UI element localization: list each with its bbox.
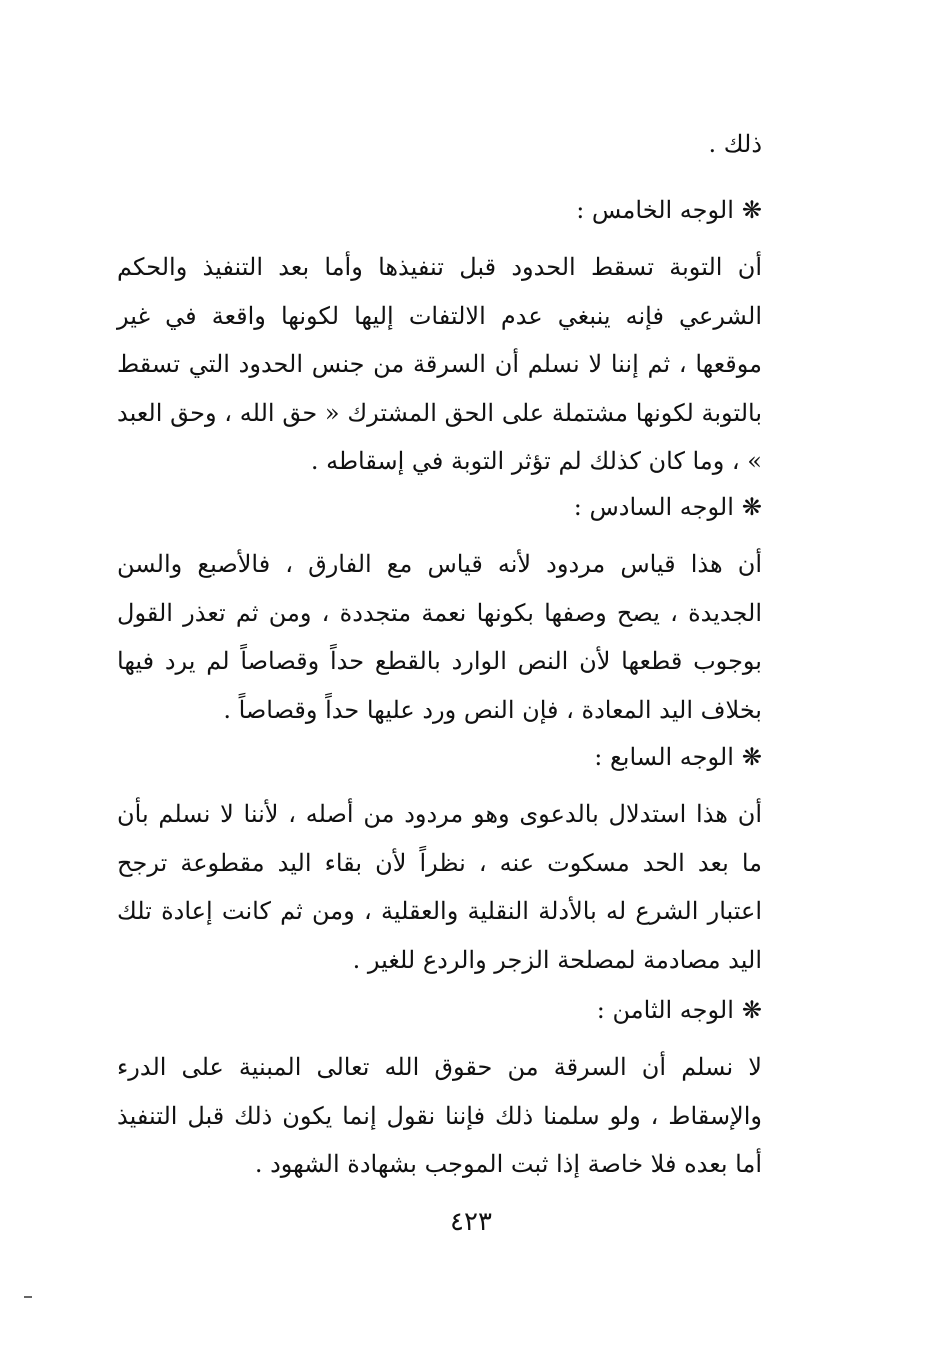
- intro-line: ذلك .: [708, 130, 762, 158]
- section-heading-eighth: [117, 990, 762, 1030]
- asterisk-icon: ❋: [741, 996, 762, 1024]
- section-paragraph-seventh: أن هذا استدلال بالدعوى وهو مردود من أصله ، لأننا لا نسلم بأن ما بعد الحد مسكوت عنه ، نظراً لأن بقاء اليد مقطوعة ترجح اعتبار الشرع له بالأدلة النقلية والعقلية ، ومن ثم كانت إعادة تلك اليد مصادمة لمصلحة الزجر والردع للغير .: [117, 800, 762, 974]
- section-heading-fifth: [117, 190, 762, 230]
- asterisk-icon: ❋: [741, 493, 762, 521]
- scan-mark: [24, 1296, 32, 1298]
- section-heading-seventh: [117, 737, 762, 777]
- asterisk-icon: ❋: [741, 743, 762, 771]
- section-paragraph-eighth: لا نسلم أن السرقة من حقوق الله تعالى المبنية على الدرء والإسقاط ، ولو سلمنا ذلك فإننا نقول إنما يكون ذلك قبل التنفيذ أما بعده فلا خاصة إذا ثبت الموجب بشهادة الشهود .: [117, 1053, 762, 1178]
- section-paragraph-fifth: أن التوبة تسقط الحدود قبل تنفيذها وأما بعد التنفيذ والحكم الشرعي فإنه ينبغي عدم الالتفات إليها لكونها واقعة في غير موقعها ، ثم إننا لا نسلم أن السرقة من جنس الحدود التي تسقط بالتوبة لكونها مشتملة على الحق المشترك « حق الله ، وحق العبد » ، وما كان كذلك لم تؤثر التوبة في إسقاطه .: [117, 253, 762, 475]
- section-heading-label: الوجه السادس :: [573, 493, 734, 521]
- section-heading-label: الوجه الثامن :: [596, 996, 734, 1024]
- section-heading-label: الوجه السابع :: [594, 743, 734, 771]
- page-number: ٤٢٣: [450, 1207, 492, 1237]
- section-heading-label: الوجه الخامس :: [576, 196, 734, 224]
- section-heading-sixth: [117, 487, 762, 527]
- section-paragraph-sixth: أن هذا قياس مردود لأنه قياس مع الفارق ، فالأصبع والسن الجديدة ، يصح وصفها بكونها نعمة متجددة ، ومن ثم تعذر القول بوجوب قطعها لأن النص الوارد بالقطع حداً وقصاصاً لم يرد فيها بخلاف اليد المعادة ، فإن النص ورد عليها حداً وقصاصاً .: [117, 550, 762, 724]
- asterisk-icon: ❋: [741, 196, 762, 224]
